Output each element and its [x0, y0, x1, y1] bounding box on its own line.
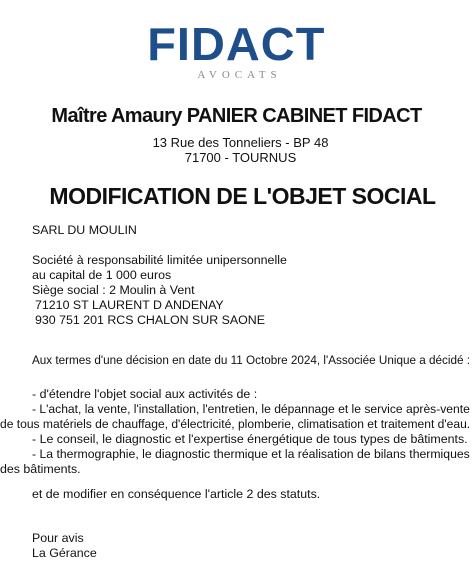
decision-extend: - d'étendre l'objet social aux activités de : — [32, 387, 258, 401]
address-line-2: 71700 - TOURNUS — [184, 150, 297, 165]
logo-subtitle: AVOCATS — [197, 69, 282, 81]
activity-item-3-line-1: - La thermographie, le diagnostic thermique et la réalisation de bilans thermiques — [32, 447, 470, 461]
firm-name: Maître Amaury PANIER CABINET FIDACT — [51, 105, 422, 127]
closing-line-2: La Gérance — [32, 546, 97, 560]
company-name: SARL DU MOULIN — [32, 223, 137, 237]
closing-line-1: Pour avis — [32, 531, 84, 545]
logo-wordmark: FIDACT — [147, 18, 326, 70]
company-seat: Siège social : 2 Moulin à Vent — [32, 283, 195, 297]
decision-intro: Aux termes d'une décision en date du 11 Octobre 2024, l'Associée Unique a décidé : — [32, 353, 470, 367]
activity-item-2: - Le conseil, le diagnostic et l'expertise énergétique de tous types de bâtiments. — [32, 432, 468, 446]
company-rcs: 930 751 201 RCS CHALON SUR SAONE — [35, 313, 266, 327]
company-capital: au capital de 1 000 euros — [32, 268, 172, 282]
decision-modify: et de modifier en conséquence l'article 2 des statuts. — [32, 487, 321, 501]
company-city: 71210 ST LAURENT D ANDENAY — [35, 298, 224, 312]
activity-item-1-line-1: - L'achat, la vente, l'installation, l'entretien, le dépannage et le service après-vente — [32, 402, 470, 416]
fidact-logo — [0, 20, 473, 82]
company-type: Société à responsabilité limitée unipersonnelle — [32, 253, 287, 267]
activity-item-3-line-2: des bâtiments. — [0, 462, 81, 476]
address-line-1: 13 Rue des Tonneliers - BP 48 — [152, 135, 329, 150]
notice-title: MODIFICATION DE L'OBJET SOCIAL — [49, 183, 436, 209]
activity-item-1-line-2: de tous matériels de chauffage, d'électricité, plomberie, climatisation et traitement d'eau. — [0, 417, 471, 431]
